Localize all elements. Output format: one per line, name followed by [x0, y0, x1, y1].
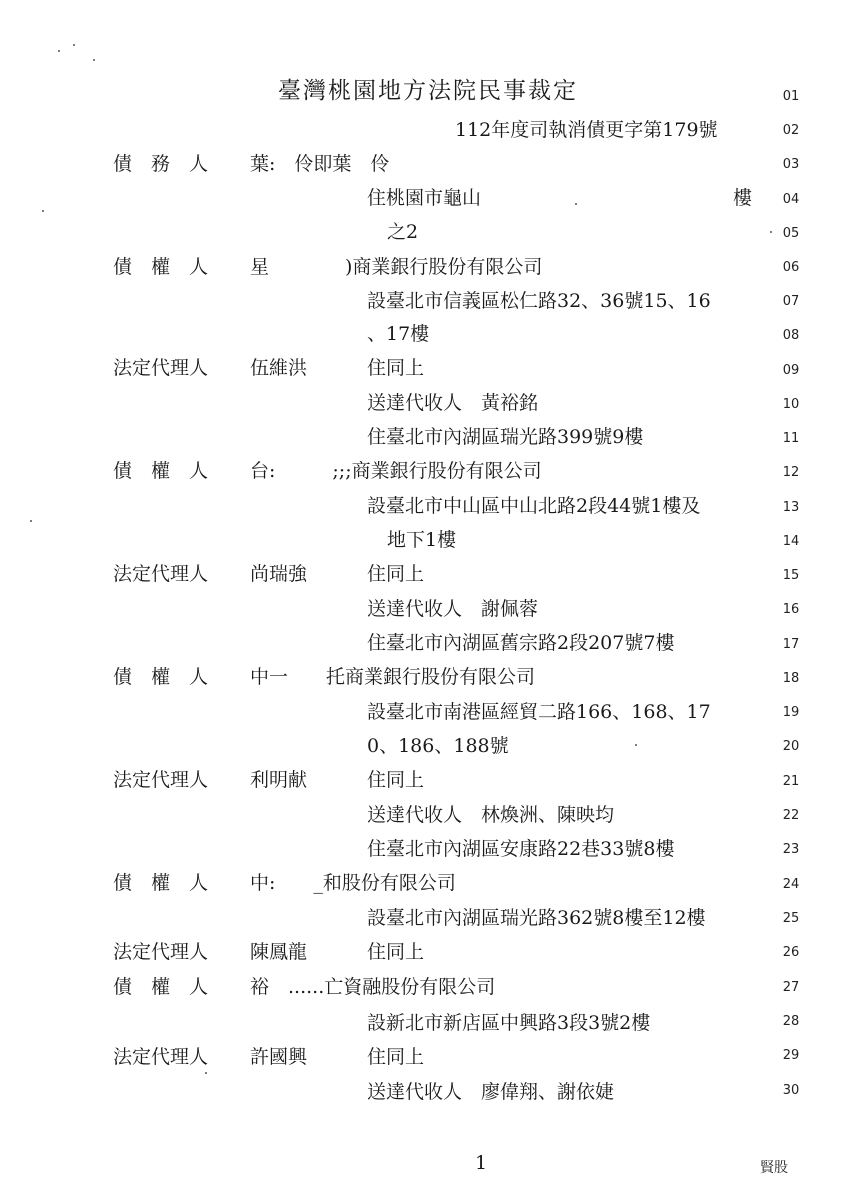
- line-number: 23: [782, 842, 800, 857]
- line-number: 05: [782, 226, 800, 241]
- representative-role: 法定代理人: [113, 563, 209, 585]
- debtor-address-cont: 之2: [387, 221, 419, 243]
- line-number: 12: [782, 465, 800, 480]
- creditor-name: 中: _和股份有限公司: [250, 872, 456, 894]
- line-number: 27: [782, 980, 800, 995]
- representative-address: 住同上: [367, 769, 425, 791]
- service-agent: 送達代收人 林煥洲、陳映均: [367, 804, 615, 826]
- scan-speck: [93, 59, 95, 61]
- line-number: 01: [782, 89, 800, 104]
- line-number: 09: [782, 363, 800, 378]
- page-number: 1: [475, 1152, 488, 1174]
- line-number: 16: [782, 602, 800, 617]
- line-number: 20: [782, 739, 800, 754]
- line-number: 11: [782, 431, 800, 446]
- service-agent-address: 住臺北市內湖區瑞光路399號9樓: [367, 426, 644, 448]
- document-title: 臺灣桃園地方法院民事裁定: [278, 78, 578, 104]
- line-number: 21: [782, 774, 800, 789]
- scan-speck: [205, 1072, 207, 1074]
- creditor-address-cont: 0、186、188號: [367, 735, 509, 757]
- line-number: 08: [782, 328, 800, 343]
- line-number: 24: [782, 877, 800, 892]
- creditor-address: 設新北市新店區中興路3段3號2樓: [367, 1012, 651, 1034]
- service-agent-address: 住臺北市內湖區舊宗路2段207號7樓: [367, 632, 675, 654]
- representative-role: 法定代理人: [113, 1046, 209, 1068]
- debtor-role: 債 務 人: [113, 153, 209, 175]
- creditor-name: 星 )商業銀行股份有限公司: [250, 256, 543, 278]
- line-number: 10: [782, 397, 800, 412]
- line-number: 28: [782, 1014, 800, 1029]
- line-number: 02: [782, 123, 800, 138]
- creditor-name: 台: ;;;商業銀行股份有限公司: [250, 460, 542, 482]
- case-number: 112年度司執消債更字第179號: [455, 119, 718, 141]
- creditor-address: 設臺北市信義區松仁路32、36號15、16: [367, 290, 711, 312]
- representative-name: 尚瑞強: [250, 563, 308, 585]
- creditor-name: 裕 ......亡資融股份有限公司: [250, 976, 496, 998]
- line-number: 19: [782, 705, 800, 720]
- service-agent-address: 住臺北市內湖區安康路22巷33號8樓: [367, 838, 675, 860]
- creditor-address-cont: 地下1樓: [387, 529, 457, 551]
- creditor-name: 中一 托商業銀行股份有限公司: [250, 666, 536, 688]
- line-number: 29: [782, 1048, 800, 1063]
- line-number: 26: [782, 945, 800, 960]
- representative-role: 法定代理人: [113, 357, 209, 379]
- scan-speck: [575, 203, 577, 205]
- creditor-role: 債 權 人: [113, 976, 209, 998]
- representative-address: 住同上: [367, 563, 425, 585]
- representative-name: 伍維洪: [250, 357, 308, 379]
- line-number: 30: [782, 1083, 800, 1098]
- representative-address: 住同上: [367, 1046, 425, 1068]
- scan-speck: [73, 44, 75, 46]
- scan-speck: [635, 744, 637, 746]
- debtor-address: 住桃園市龜山: [367, 187, 482, 209]
- creditor-role: 債 權 人: [113, 872, 209, 894]
- service-agent: 送達代收人 黃裕銘: [367, 392, 539, 414]
- representative-name: 許國興: [250, 1046, 308, 1068]
- creditor-role: 債 權 人: [113, 460, 209, 482]
- creditor-address: 設臺北市南港區經貿二路166、168、17: [367, 701, 711, 723]
- scan-speck: [770, 231, 772, 233]
- line-number: 04: [782, 192, 800, 207]
- debtor-address-floor: 樓: [733, 187, 753, 209]
- line-number: 07: [782, 294, 800, 309]
- creditor-address: 設臺北市內湖區瑞光路362號8樓至12樓: [367, 907, 706, 929]
- creditor-role: 債 權 人: [113, 256, 209, 278]
- line-number: 06: [782, 260, 800, 275]
- line-number: 17: [782, 637, 800, 652]
- scan-speck: [58, 50, 60, 52]
- line-number: 14: [782, 534, 800, 549]
- representative-address: 住同上: [367, 357, 425, 379]
- line-number: 15: [782, 568, 800, 583]
- representative-name: 陳鳳龍: [250, 941, 308, 963]
- line-number: 25: [782, 911, 800, 926]
- debtor-name: 葉: 伶即葉 伶: [250, 153, 390, 175]
- representative-name: 利明献: [250, 769, 308, 791]
- court-unit-label: 賢股: [760, 1160, 788, 1176]
- scan-speck: [42, 210, 44, 212]
- line-number: 03: [782, 157, 800, 172]
- representative-address: 住同上: [367, 941, 425, 963]
- line-number: 18: [782, 671, 800, 686]
- service-agent: 送達代收人 謝佩蓉: [367, 598, 539, 620]
- creditor-address-cont: 、17樓: [367, 323, 430, 345]
- scan-speck: [30, 520, 32, 522]
- creditor-role: 債 權 人: [113, 666, 209, 688]
- line-number: 13: [782, 500, 800, 515]
- representative-role: 法定代理人: [113, 769, 209, 791]
- representative-role: 法定代理人: [113, 941, 209, 963]
- line-number: 22: [782, 808, 800, 823]
- service-agent: 送達代收人 廖偉翔、謝依婕: [367, 1081, 615, 1103]
- creditor-address: 設臺北市中山區中山北路2段44號1樓及: [367, 495, 701, 517]
